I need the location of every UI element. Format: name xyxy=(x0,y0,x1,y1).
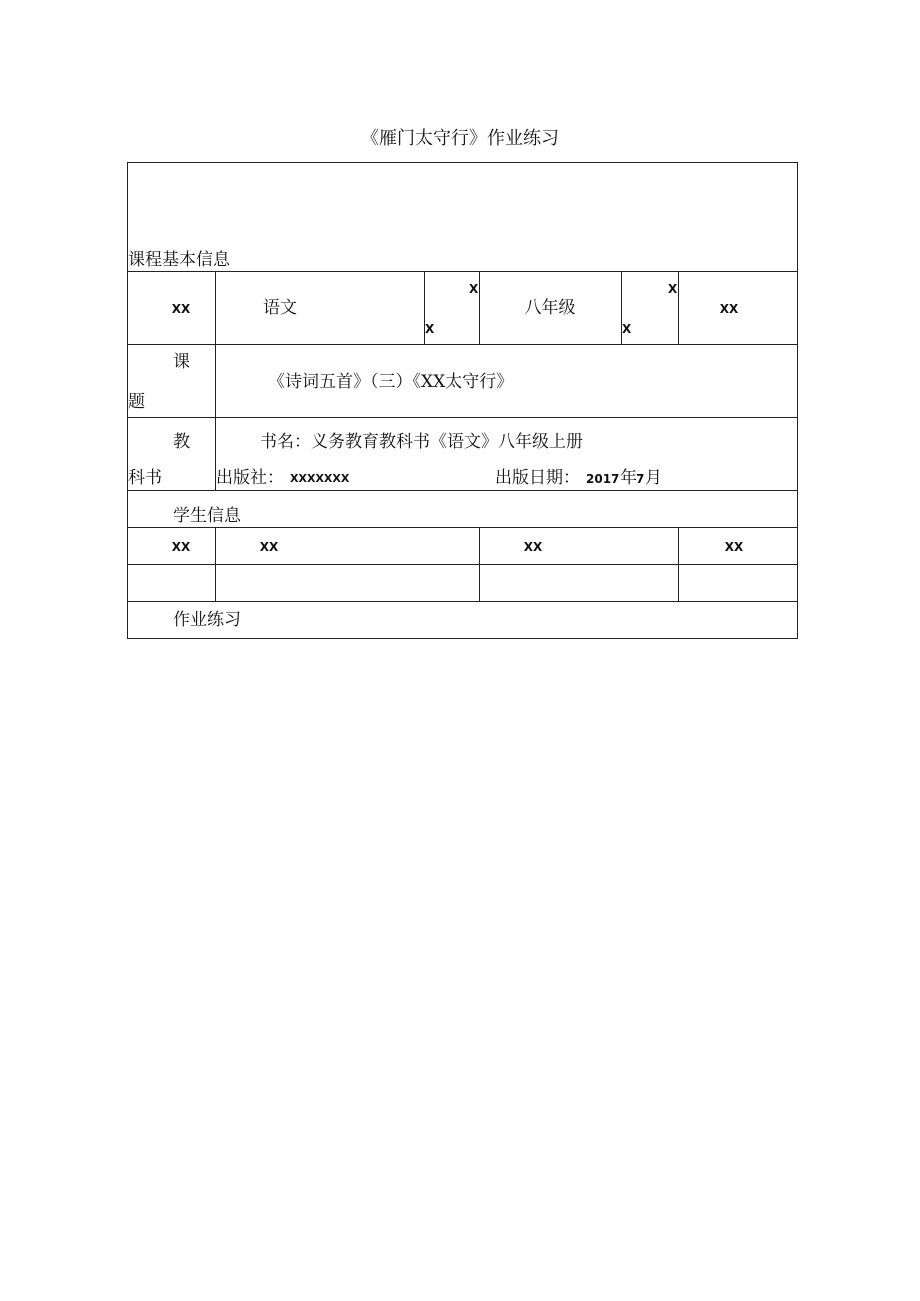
table-border xyxy=(127,527,798,528)
table-border xyxy=(678,271,679,344)
table-border xyxy=(127,490,798,491)
subject-value: 语文 xyxy=(263,298,297,318)
table-border xyxy=(797,162,798,639)
textbook-label-bottom: 科书 xyxy=(128,468,162,488)
publish-date-month: 7 xyxy=(636,472,645,486)
table-border xyxy=(215,527,216,601)
document-title: 《雁门太守行》作业练习 xyxy=(361,128,559,149)
student-header-3: XX xyxy=(523,540,543,554)
table-border xyxy=(127,417,798,418)
student-header-4: XX xyxy=(724,540,744,554)
row1-cell1: XX xyxy=(171,302,191,316)
student-header-2: XX xyxy=(259,540,279,554)
course-info-label: 课程基本信息 xyxy=(128,250,230,270)
grade-value: 八年级 xyxy=(524,298,576,318)
topic-label-bottom: 题 xyxy=(128,392,145,412)
publish-date-label: 出版日期： xyxy=(495,468,580,488)
row1-cell3-bottom: X xyxy=(425,322,435,336)
publish-date-month-suffix: 月 xyxy=(645,468,662,488)
publish-date-year: 2017 xyxy=(586,472,620,486)
publisher-label: 出版社： xyxy=(216,468,284,488)
table-border xyxy=(678,527,679,601)
publisher-value: XXXXXXX xyxy=(290,472,350,485)
topic-value: 《诗词五首》（三）《XX太守行》 xyxy=(268,372,514,392)
student-header-1: XX xyxy=(171,540,191,554)
table-border xyxy=(127,638,798,639)
publish-date-year-suffix: 年 xyxy=(620,468,637,488)
row1-cell5-top: X xyxy=(668,282,678,296)
table-border xyxy=(479,271,480,344)
textbook-name: 书名：义务教育教科书《语文》八年级上册 xyxy=(260,432,583,452)
table-border xyxy=(479,527,480,601)
row1-cell3-top: X xyxy=(469,282,479,296)
row1-cell6: XX xyxy=(719,302,739,316)
table-border xyxy=(127,564,798,565)
student-info-label: 学生信息 xyxy=(173,506,241,526)
table-border xyxy=(215,271,216,344)
topic-label-top: 课 xyxy=(173,352,190,372)
table-border xyxy=(127,271,798,272)
homework-label: 作业练习 xyxy=(173,610,241,630)
row1-cell5-bottom: X xyxy=(622,322,632,336)
table-border xyxy=(127,344,798,345)
table-border xyxy=(127,601,798,602)
textbook-label-top: 教 xyxy=(173,432,190,452)
table-border xyxy=(127,162,798,163)
